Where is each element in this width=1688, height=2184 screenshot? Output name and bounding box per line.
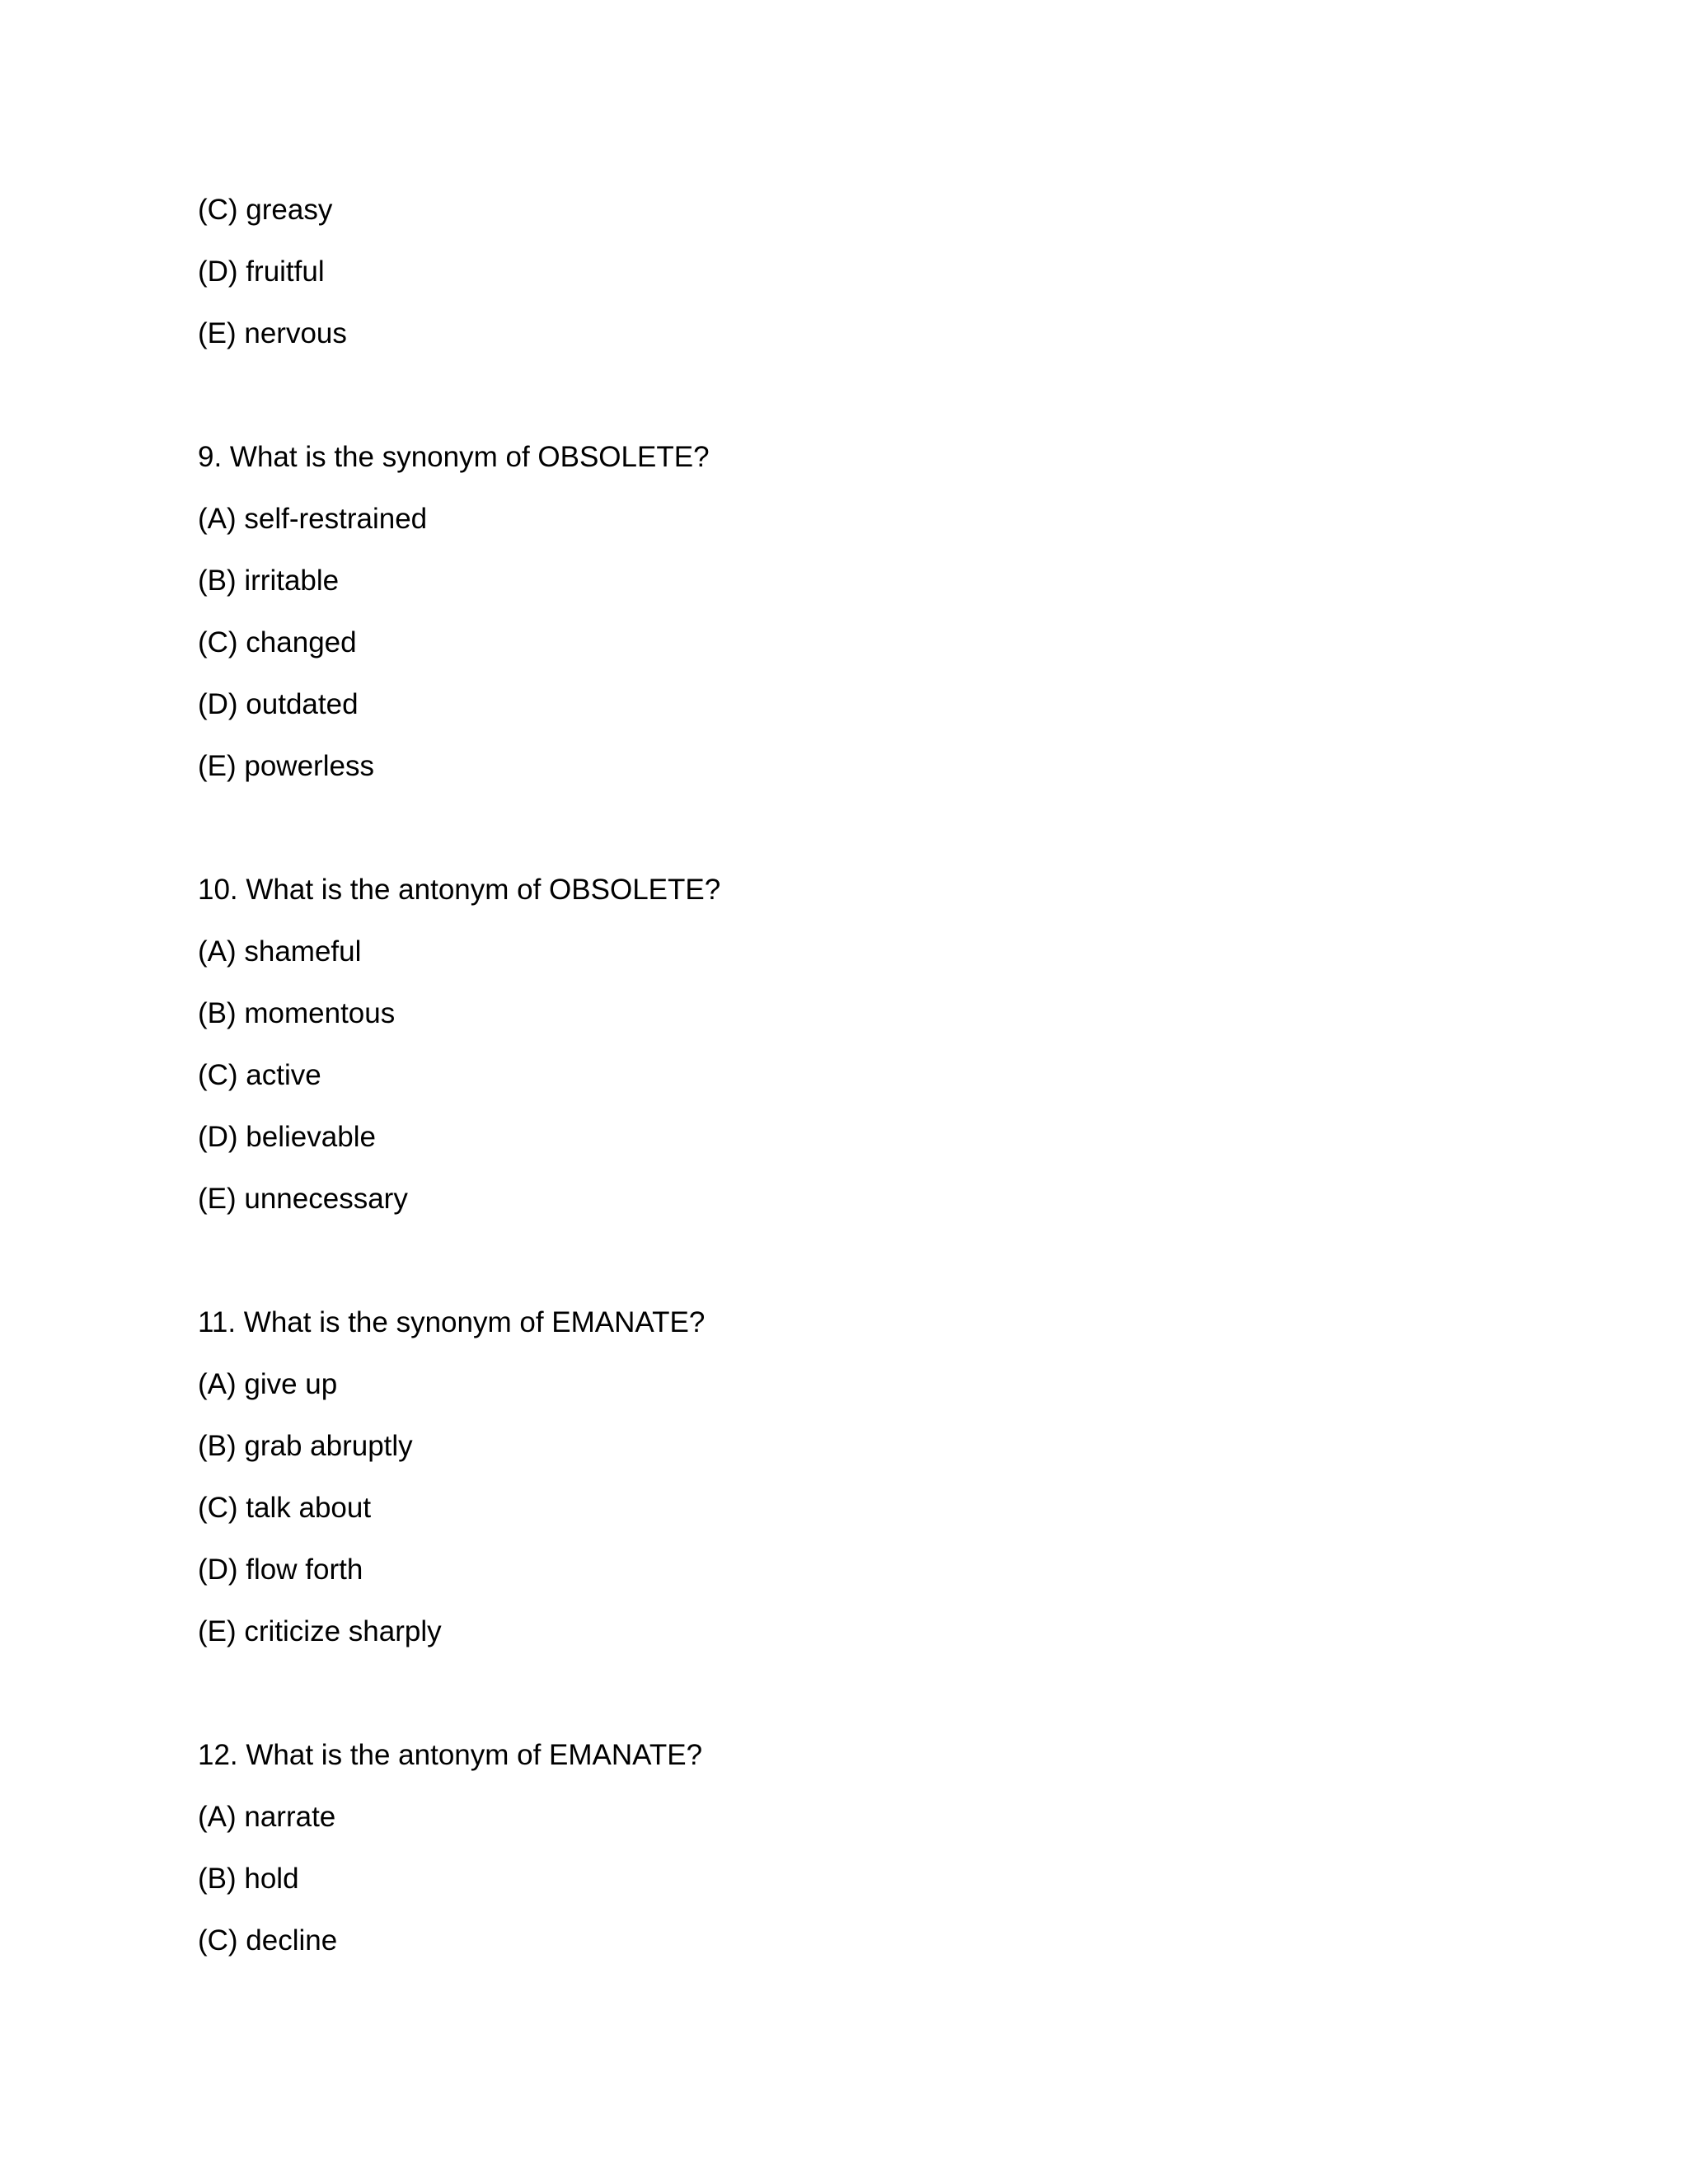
answer-option: (E) nervous [198, 317, 347, 349]
answer-option: (E) powerless [198, 750, 374, 782]
answer-option: (A) give up [198, 1368, 338, 1400]
question-12 [198, 1739, 1550, 1957]
section-gap [198, 1677, 1550, 1739]
answer-option: (D) believable [198, 1121, 376, 1153]
question-prompt: 12. What is the antonym of EMANATE? [198, 1739, 703, 1771]
question-11 [198, 1306, 1550, 1648]
answer-option: (B) hold [198, 1863, 299, 1895]
section-gap [198, 1244, 1550, 1306]
answer-option: (C) greasy [198, 194, 333, 226]
answer-option: (E) criticize sharply [198, 1615, 442, 1647]
question-prompt: 9. What is the synonym of OBSOLETE? [198, 441, 710, 473]
answer-option: (C) talk about [198, 1492, 372, 1524]
answer-option: (D) flow forth [198, 1554, 363, 1586]
answer-option: (C) decline [198, 1924, 338, 1957]
answer-option: (D) fruitful [198, 255, 325, 288]
answer-option: (A) shameful [198, 935, 362, 968]
question-9 [198, 441, 1550, 783]
answer-option: (C) active [198, 1059, 321, 1091]
question-10 [198, 874, 1550, 1216]
answer-option: (D) outdated [198, 688, 359, 720]
question-prompt: 11. What is the synonym of EMANATE? [198, 1306, 706, 1338]
answer-option: (C) changed [198, 626, 357, 658]
section-gap [198, 812, 1550, 874]
question-prompt: 10. What is the antonym of OBSOLETE? [198, 874, 721, 906]
document-page [198, 194, 1550, 1986]
answer-option: (B) irritable [198, 565, 340, 597]
carryover-options [198, 194, 1550, 350]
answer-option: (B) momentous [198, 997, 396, 1029]
answer-option: (A) self-restrained [198, 503, 428, 535]
answer-option: (B) grab abruptly [198, 1430, 413, 1462]
section-gap [198, 379, 1550, 441]
answer-option: (A) narrate [198, 1801, 336, 1833]
answer-option: (E) unnecessary [198, 1183, 408, 1215]
